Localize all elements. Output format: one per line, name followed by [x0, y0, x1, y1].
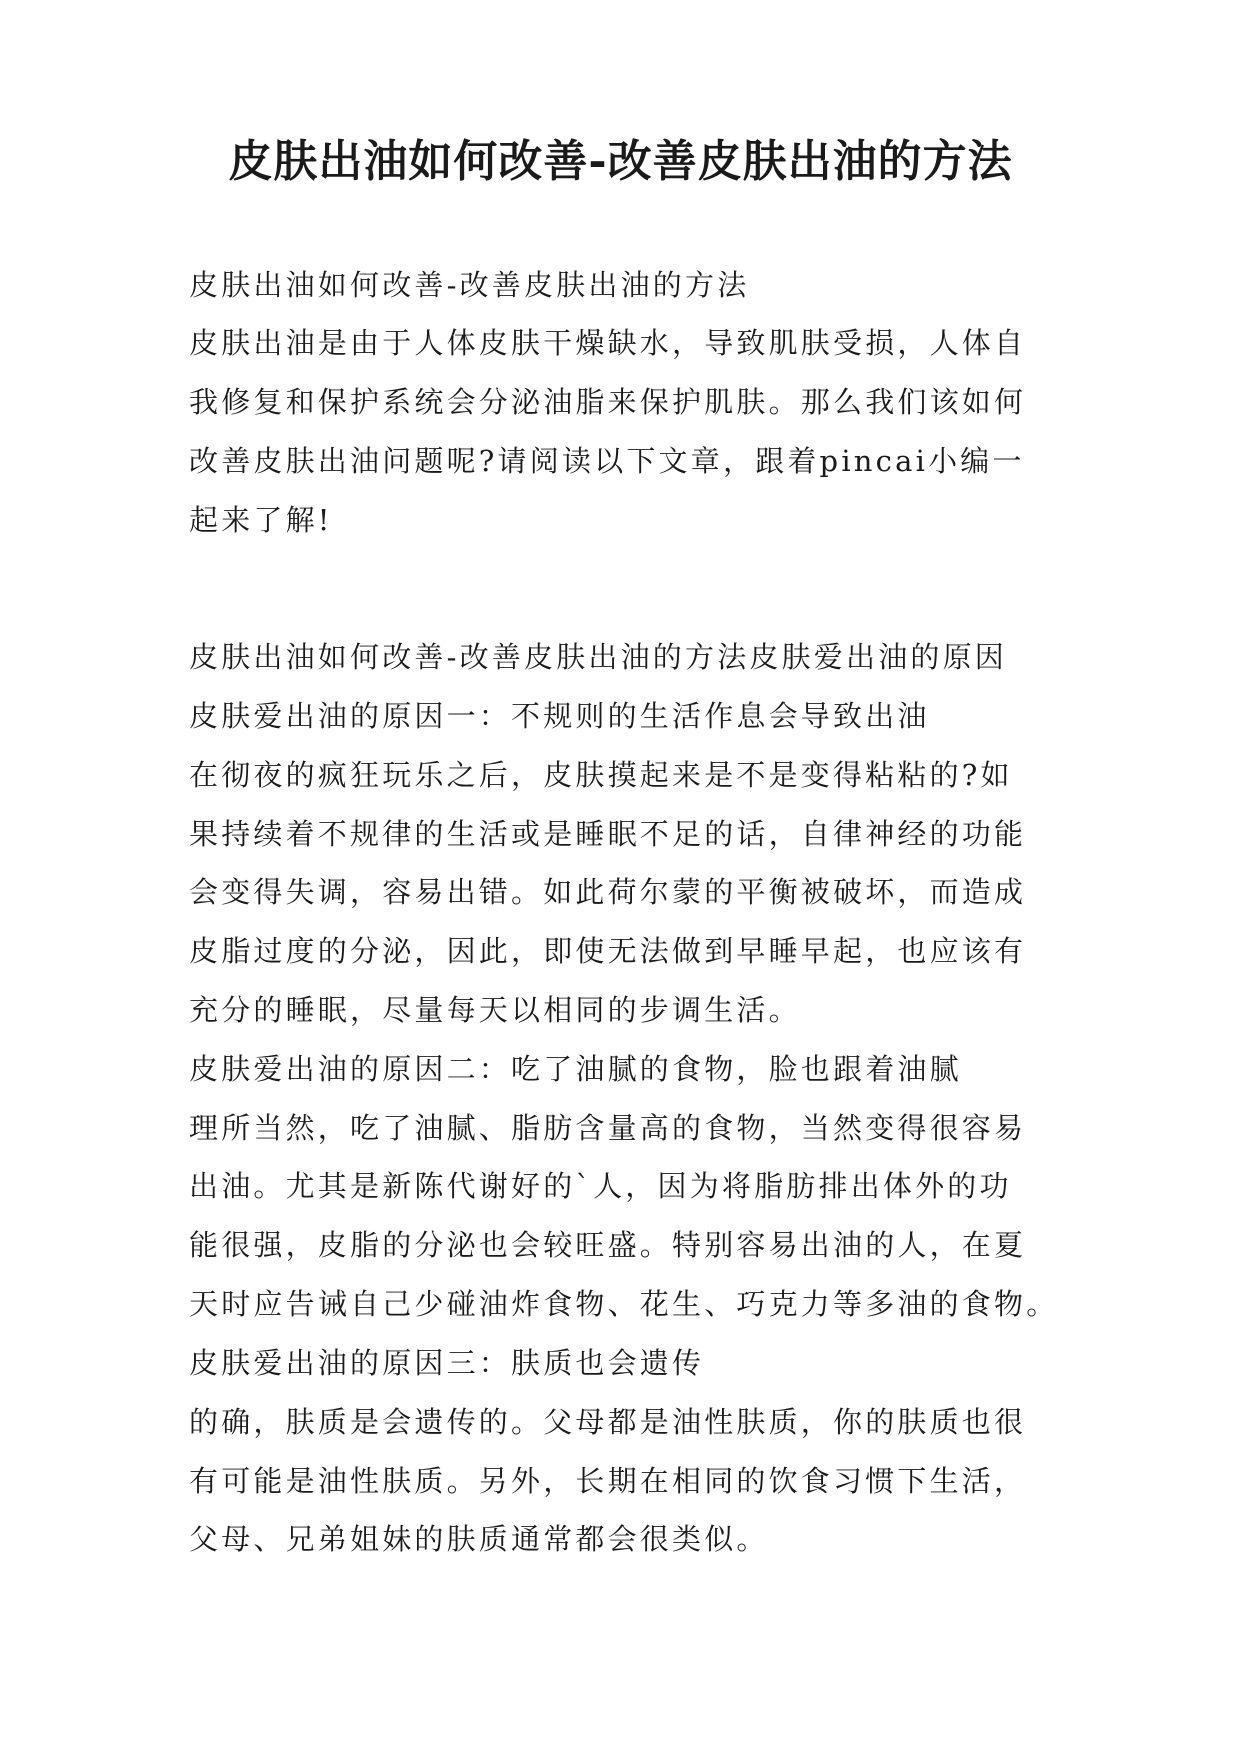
document-title: 皮肤出油如何改善-改善皮肤出油的方法 [228, 136, 1013, 187]
paragraph-line: 出油。尤其是新陈代谢好的`人，因为将脂肪排出体外的功 [189, 1169, 1012, 1203]
paragraph-line: 改善皮肤出油问题呢?请阅读以下文章，跟着pincai小编一 [189, 444, 1025, 478]
paragraph-line: 父母、兄弟姐妹的肤质通常都会很类似。 [189, 1522, 769, 1556]
cause-heading-3: 皮肤爱出油的原因三：肤质也会遗传 [189, 1346, 705, 1380]
paragraph-line: 的确，肤质是会遗传的。父母都是油性肤质，你的肤质也很 [189, 1405, 1027, 1439]
paragraph-line: 有可能是油性肤质。另外，长期在相同的饮食习惯下生活， [189, 1464, 1027, 1498]
paragraph-line: 天时应告诫自己少碰油炸食物、花生、巧克力等多油的食物。 [189, 1287, 1059, 1321]
paragraph-line: 理所当然，吃了油腻、脂肪含量高的食物，当然变得很容易 [189, 1111, 1027, 1145]
paragraph-line: 果持续着不规律的生活或是睡眠不足的话，自律神经的功能 [189, 817, 1027, 851]
paragraph-line: 会变得失调，容易出错。如此荷尔蒙的平衡被破坏，而造成 [189, 875, 1027, 909]
cause-heading-1: 皮肤爱出油的原因一：不规则的生活作息会导致出油 [189, 699, 930, 733]
paragraph-line: 能很强，皮脂的分泌也会较旺盛。特别容易出油的人，在夏 [189, 1228, 1027, 1262]
paragraph-line: 皮脂过度的分泌，因此，即使无法做到早睡早起，也应该有 [189, 934, 1027, 968]
paragraph-line: 在彻夜的疯狂玩乐之后，皮肤摸起来是不是变得粘粘的?如 [189, 758, 1013, 792]
section-heading: 皮肤出油如何改善-改善皮肤出油的方法皮肤爱出油的原因 [189, 640, 1007, 674]
paragraph-line-subtitle: 皮肤出油如何改善-改善皮肤出油的方法 [189, 268, 750, 302]
paragraph-line: 皮肤出油是由于人体皮肤干燥缺水，导致肌肤受损，人体自 [189, 326, 1027, 360]
paragraph-line: 我修复和保护系统会分泌油脂来保护肌肤。那么我们该如何 [189, 385, 1027, 419]
paragraph-line: 充分的睡眠，尽量每天以相同的步调生活。 [189, 993, 801, 1027]
paragraph-line: 起来了解! [189, 503, 333, 537]
cause-heading-2: 皮肤爱出油的原因二：吃了油腻的食物，脸也跟着油腻 [189, 1052, 962, 1086]
